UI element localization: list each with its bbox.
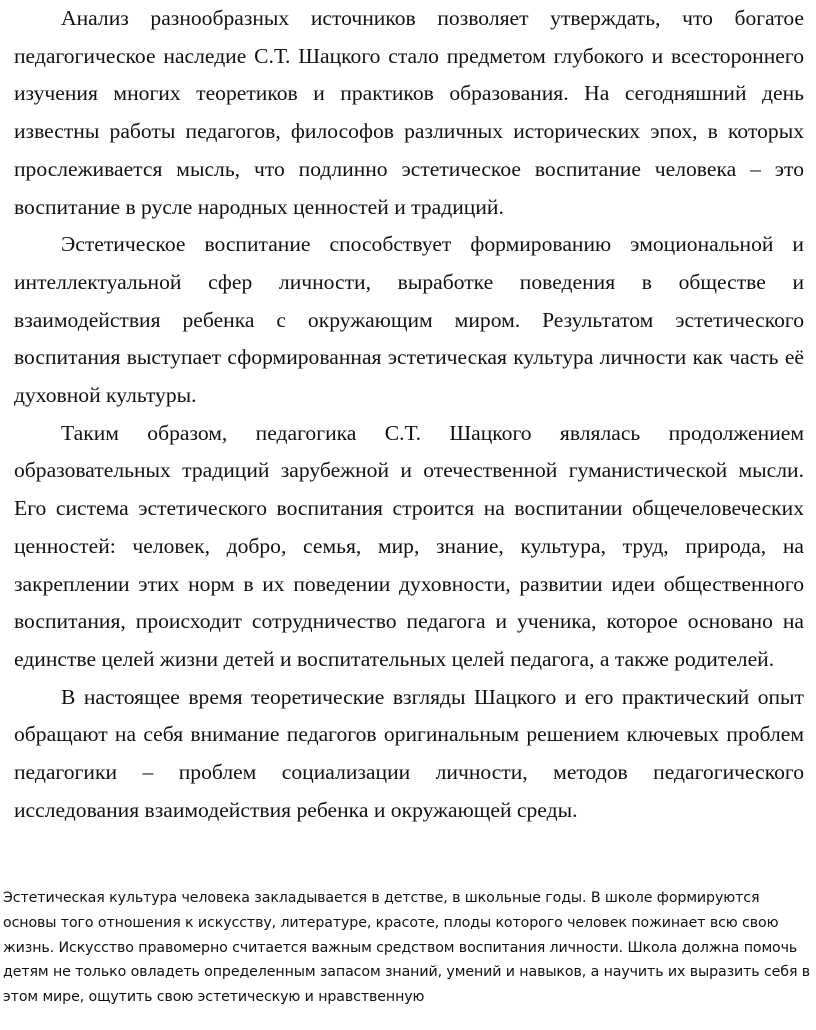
paragraph-2: Эстетическое воспитание способствует формированию эмоциональной и интеллектуальной сфер личности, выработке поведения в обществе и взаимодействия ребенка с окружающим миром. Результатом эстетического воспитания выступает сформированная эстетическая культура личности как часть её духовной культуры. [14,232,804,408]
paragraph-4: В настоящее время теоретические взгляды Шацкого и его практический опыт обращают на себя внимание педагогов оригинальным решением ключевых проблем педагогики – проблем социализации личности, методов педагогического исследования взаимодействия ребенка и окружающей среды. [14,684,804,822]
paragraph-3: Таким образом, педагогика С.Т. Шацкого являлась продолжением образовательных традиций зарубежной и отечественной гуманистической мысли. Его система эстетического воспитания строится на воспитании общечеловеческих ценностей: человек, добро, семья, мир, знание, культура, труд, природа, на закреплении этих норм в их поведении духовности, развитии идеи общественного воспитания, происходит сотрудничество педагога и ученика, которое основано на единстве целей жизни детей и воспитательных целей педагога, а также родителей. [14,420,804,671]
paragraph-1: Анализ разнообразных источников позволяет утверждать, что богатое педагогическое наследие С.Т. Шацкого стало предметом глубокого и всестороннего изучения многих теоретиков и практиков образования. На сегодняшний день известны работы педагогов, философов различных исторических эпох, в которых прослеживается мысль, что подлинно эстетическое воспитание человека – это воспитание в русле народных ценностей и традиций. [14,6,804,219]
main-text-body [14,0,804,829]
footer-note: Эстетическая культура человека закладывается в детстве, в школьные годы. В школе формируются основы того отношения к искусству, литературе, красоте, плоды которого человек пожинает всю свою жизнь. Искусство правомерно считается важным средством воспитания личности. Школа должна помочь детям не только овладеть определенным запасом знаний, умений и навыков, а научить их выразить себя в этом мире, ощутить свою эстетическую и нравственную [3,890,811,1006]
